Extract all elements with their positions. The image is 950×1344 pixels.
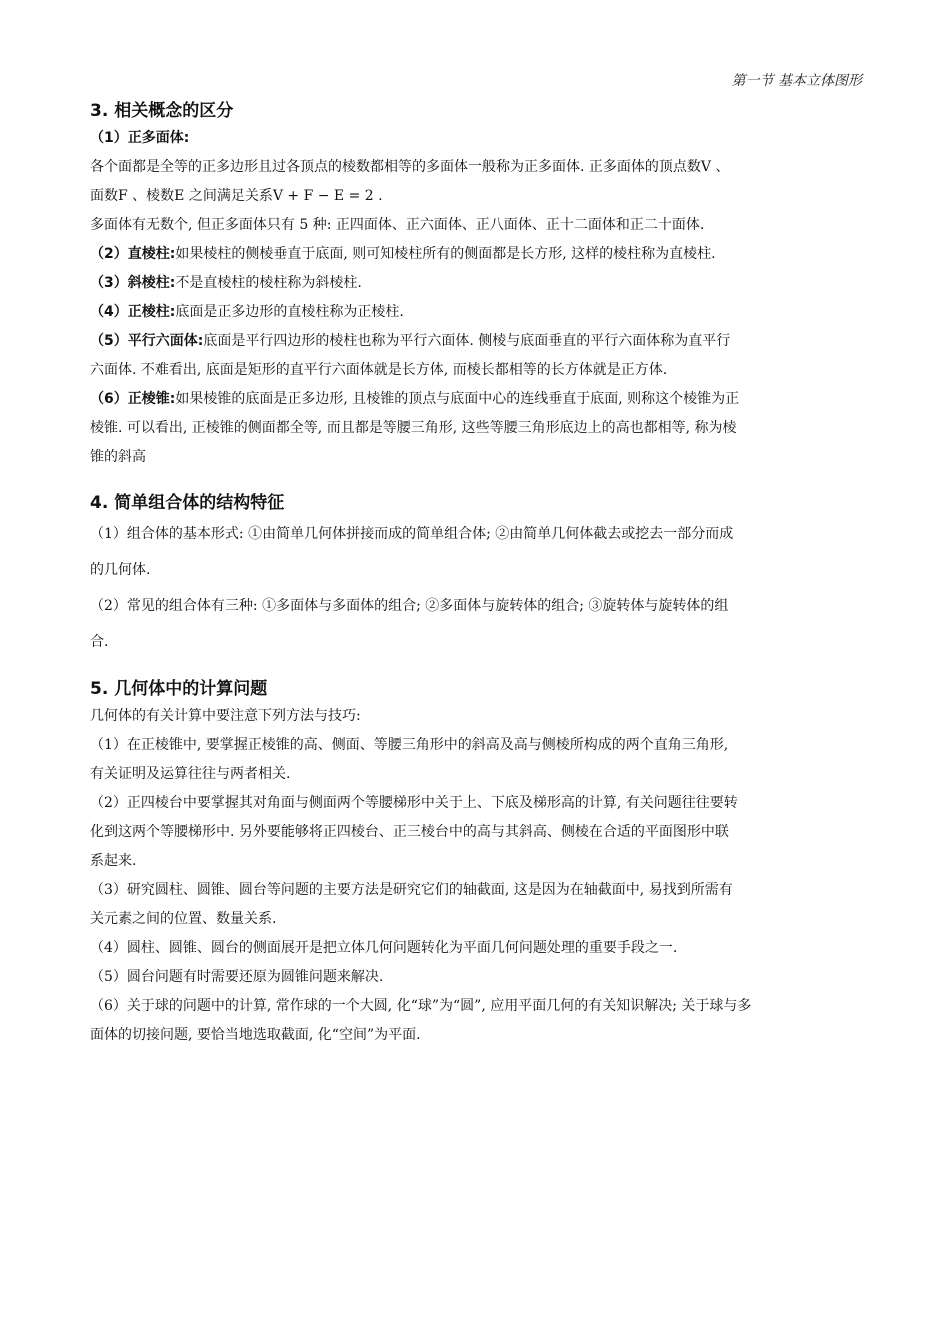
sec3-item2-text: 如果棱柱的侧棱垂直于底面, 则可知棱柱所有的侧面都是长方形, 这样的棱柱称为直棱柱. [175, 246, 716, 262]
sec5-para6-line2: 面体的切接问题, 要恰当地选取截面, 化“空间”为平面. [90, 1027, 421, 1043]
sec5-para2-line2: 化到这两个等腰梯形中. 另外要能够将正四棱台、正三棱台中的高与其斜高、侧棱在合适的平面图形中联 [90, 824, 729, 840]
sec3-item4-text: 底面是正多边形的直棱柱称为正棱柱. [175, 304, 404, 320]
sec5-para2-line3: 系起来. [90, 853, 137, 869]
sec3-item6-line2: 棱锥. 可以看出, 正棱锥的侧面都全等, 而且都是等腰三角形, 这些等腰三角形底边上的高也都相等, 称为棱 [90, 420, 737, 436]
section-4-title: 4. 简单组合体的结构特征 [90, 493, 285, 513]
sec3-item5-line1 [90, 327, 862, 356]
sec3-item4 [90, 298, 862, 327]
sec5-para4: （4）圆柱、圆锥、圆台的侧面展开是把立体几何问题转化为平面几何问题处理的重要手段之一. [90, 940, 678, 956]
sec3-item3-label: （3）斜棱柱: [90, 275, 176, 291]
sec5-para1-line2: 有关证明及运算往往与两者相关. [90, 766, 291, 782]
sec3-item5-line2: 六面体. 不难看出, 底面是矩形的直平行六面体就是长方体, 而棱长都相等的长方体就是正方体. [90, 362, 668, 378]
sec4-para2-line1: （2）常见的组合体有三种: ①多面体与多面体的组合; ②多面体与旋转体的组合; ③旋转体与旋转体的组 [90, 598, 729, 614]
sec5-para5: （5）圆台问题有时需要还原为圆锥问题来解决. [90, 969, 384, 985]
sec3-item4-label: （4）正棱柱: [90, 304, 176, 320]
sec4-para1-line2: 的几何体. [90, 562, 151, 578]
sec3-item1-line1: 各个面都是全等的正多边形且过各顶点的棱数都相等的多面体一般称为正多面体. 正多面体的顶点数V 、 [90, 159, 730, 175]
section-5-title: 5. 几何体中的计算问题 [90, 679, 268, 699]
running-header: 第一节 基本立体图形 [731, 73, 862, 89]
sec5-para6-line1: （6）关于球的问题中的计算, 常作球的一个大圆, 化“球”为“圆”, 应用平面几何的有关知识解决; 关于球与多 [90, 998, 752, 1014]
sec3-item6-line1 [90, 385, 862, 414]
sec5-para3-line1: （3）研究圆柱、圆锥、圆台等问题的主要方法是研究它们的轴截面, 这是因为在轴截面中, 易找到所需有 [90, 882, 733, 898]
section-spacer [90, 472, 862, 490]
sec3-item1-label: （1）正多面体: [90, 130, 190, 146]
sec3-item2-label: （2）直棱柱: [90, 246, 176, 262]
sec4-para2-line2: 合. [90, 634, 109, 650]
page-content [90, 98, 862, 1050]
sec3-item5-label: （5）平行六面体: [90, 333, 204, 349]
sec5-para2-line1: （2）正四棱台中要掌握其对角面与侧面两个等腰梯形中关于上、下底及梯形高的计算, 有关问题往往要转 [90, 795, 738, 811]
section-spacer [90, 660, 862, 676]
sec3-item6-label: （6）正棱锥: [90, 391, 176, 407]
sec5-para3-line2: 关元素之间的位置、数量关系. [90, 911, 277, 927]
sec3-item6-text1: 如果棱锥的底面是正多边形, 且棱锥的顶点与底面中心的连线垂直于底面, 则称这个棱锥为正 [175, 391, 740, 407]
sec3-item2 [90, 240, 862, 269]
sec4-para1-line1: （1）组合体的基本形式: ①由简单几何体拼接而成的简单组合体; ②由简单几何体截去或挖去一部分而成 [90, 526, 734, 542]
sec3-item1-heading [90, 124, 862, 153]
sec3-item3 [90, 269, 862, 298]
sec5-intro: 几何体的有关计算中要注意下列方法与技巧: [90, 708, 361, 724]
sec3-item6-line3: 锥的斜高 [90, 449, 146, 465]
sec3-item1-line3: 多面体有无数个, 但正多面体只有 5 种: 正四面体、正六面体、正八面体、正十二面体和正二十面体. [90, 217, 705, 233]
sec3-item5-text1: 底面是平行四边形的棱柱也称为平行六面体. 侧棱与底面垂直的平行六面体称为直平行 [203, 333, 731, 349]
sec3-item1-line2: 面数F 、棱数E 之间满足关系V + F − E = 2 . [90, 188, 383, 204]
sec5-para1-line1: （1）在正棱锥中, 要掌握正棱锥的高、侧面、等腰三角形中的斜高及高与侧棱所构成的两个直角三角形, [90, 737, 729, 753]
section-3-title: 3. 相关概念的区分 [90, 101, 234, 121]
sec3-item3-text: 不是直棱柱的棱柱称为斜棱柱. [175, 275, 362, 291]
